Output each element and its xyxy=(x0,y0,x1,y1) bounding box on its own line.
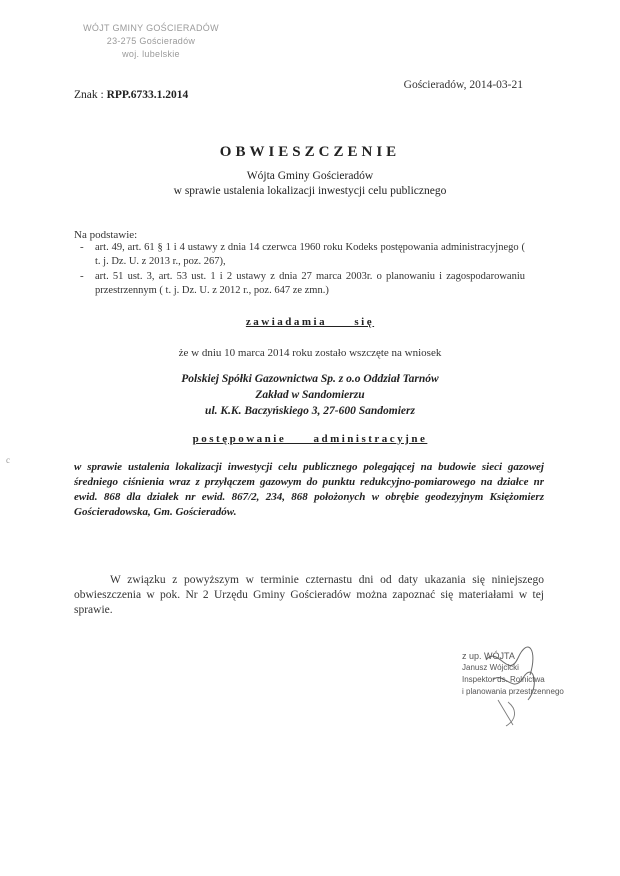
subtitle-issuer: Wójta Gminy Gościeradów xyxy=(246,170,374,182)
legal-basis-intro: Na podstawie: xyxy=(74,229,138,241)
signature-name: Janusz Wójcicki xyxy=(462,663,519,672)
legal-basis-marker-2: - xyxy=(80,270,84,282)
closing-paragraph: W związku z powyższym w terminie czternastu dni od daty ukazania się niniejszego obwieszczenia w pok. Nr 2 Urzędu Gminy Gościeradów można zapoznać się materiałami w tej sprawie. xyxy=(74,574,544,616)
stamp-line-2: 23-275 Gościeradów xyxy=(106,36,196,46)
signature-position: Inspektor ds. Rolnictwa xyxy=(462,675,545,684)
proceeding-heading: postępowanie administracyjne xyxy=(192,433,428,445)
reference-number: RPP.6733.1.2014 xyxy=(106,89,189,101)
margin-mark: c xyxy=(6,455,10,465)
stamp-line-1: WÓJT GMINY GOŚCIERADÓW xyxy=(83,23,219,33)
signature-block xyxy=(462,650,592,698)
subtitle-subject: w sprawie ustalenia lokalizacji inwestycji celu publicznego xyxy=(173,185,447,197)
proceeding-subject: w sprawie ustalenia lokalizacji inwestycji celu publicznego polegającej na budowie sieci gazowej średniego ciśnienia wraz z przyłączem gazowym do punktu redukcyjno-pomiarowego na działce nr ewid. 868 dla działek nr ewid. 867/2, 234, 868 położonych w obrębie geodezyjnym Księżomierz Gościeradowska, Gm. Gościeradów. xyxy=(74,461,544,518)
office-stamp xyxy=(76,22,226,61)
signature-position-2: i planowania przestrzennego xyxy=(462,687,564,696)
applicant-branch: Zakład w Sandomierzu xyxy=(255,389,365,401)
place-date: Gościeradów, 2014-03-21 xyxy=(403,79,523,91)
document-title: OBWIESZCZENIE xyxy=(219,144,401,160)
legal-basis-item-2: art. 51 ust. 3, art. 53 ust. 1 i 2 ustawy z dnia 27 marca 2003r. o planowaniu i zagospodarowaniu przestrzennym ( t. j. Dz. U. z 2012 r., poz. 647 ze zmn.) xyxy=(95,271,525,296)
stamp-line-3: woj. lubelskie xyxy=(122,49,180,59)
initiation-text: że w dniu 10 marca 2014 roku zostało wszczęte na wniosek xyxy=(178,347,442,359)
signature-authority: z up. WÓJTA xyxy=(462,651,515,661)
legal-basis-item-1: art. 49, art. 61 § 1 i 4 ustawy z dnia 14 czerwca 1960 roku Kodeks postępowania administracyjnego ( t. j. Dz. U. z 2013 r., poz. 267), xyxy=(95,242,525,267)
notice-heading: zawiadamia się xyxy=(245,316,375,328)
reference-label: Znak : xyxy=(74,89,104,101)
applicant-name: Polskiej Spółki Gazownictwa Sp. z o.o Oddział Tarnów xyxy=(181,373,439,385)
applicant-address: ul. K.K. Baczyńskiego 3, 27-600 Sandomierz xyxy=(205,405,415,417)
legal-basis-marker-1: - xyxy=(80,241,84,253)
reference-sign xyxy=(74,89,188,101)
